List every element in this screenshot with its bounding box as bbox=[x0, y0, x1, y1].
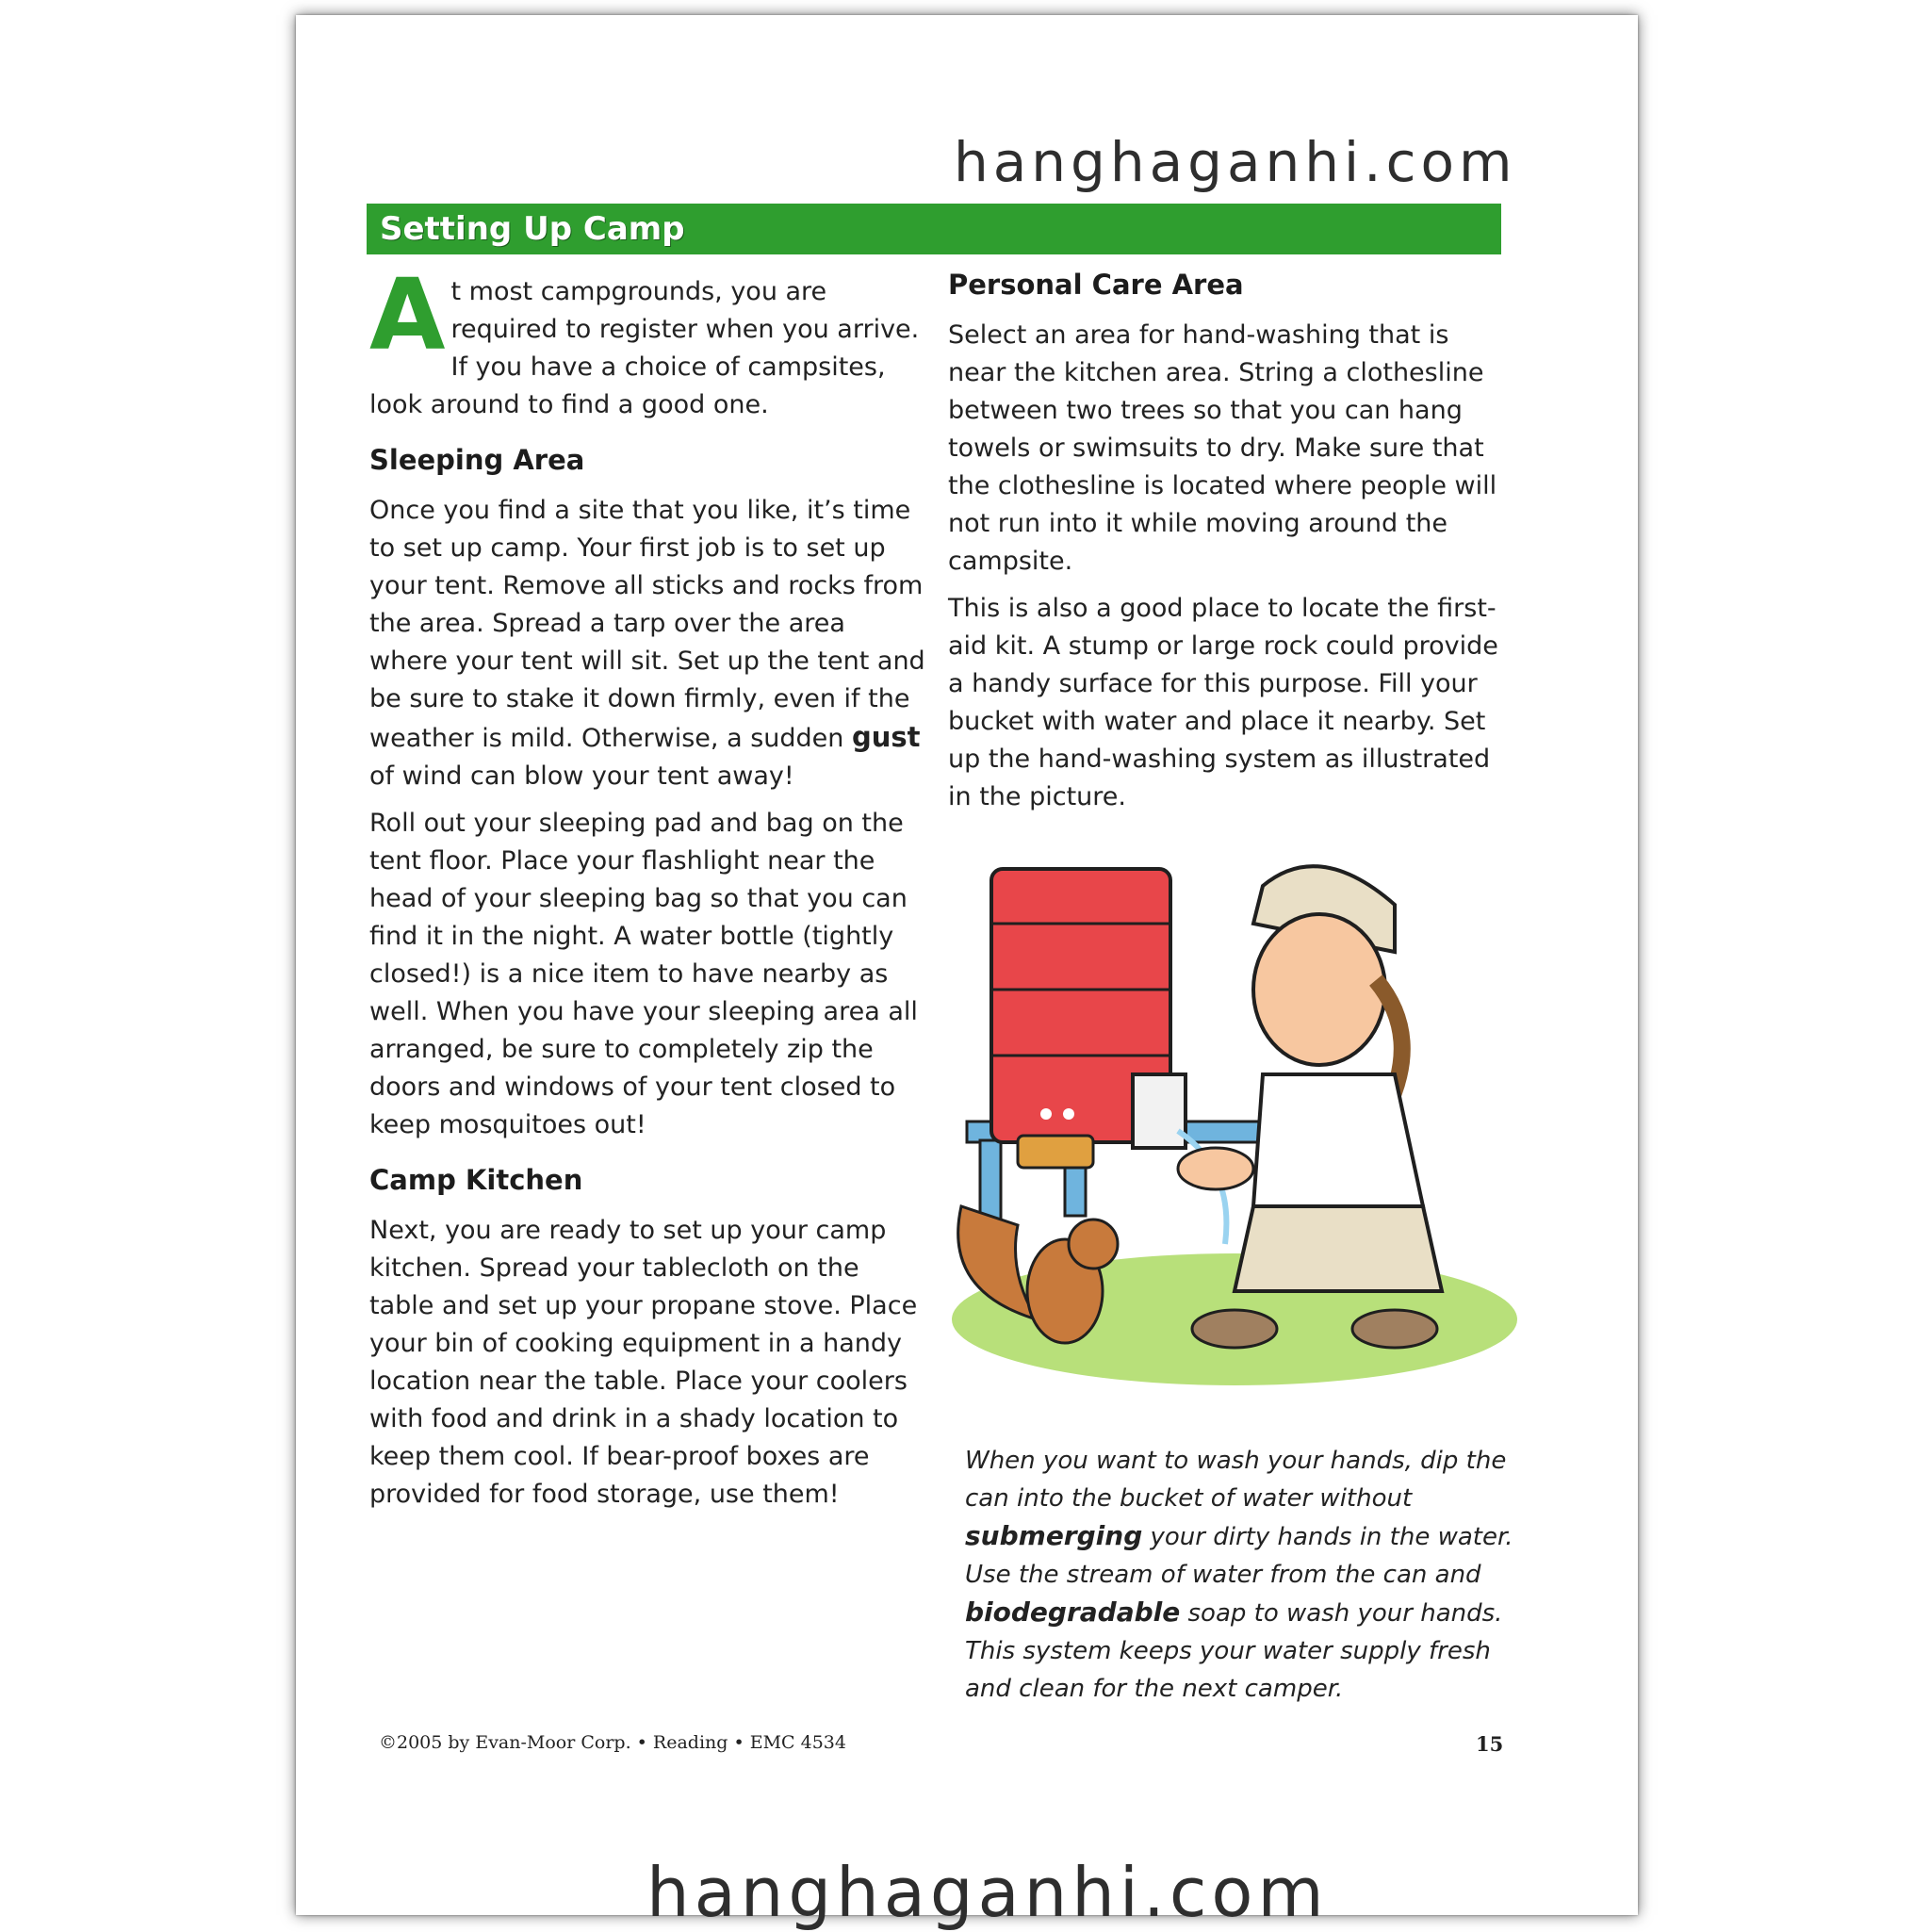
sleeping-heading: Sleeping Area bbox=[369, 444, 585, 476]
left-column bbox=[369, 257, 925, 1523]
caption-text-2: your dirty hands in the water. Use the stream of water from the can and bbox=[965, 1523, 1513, 1589]
kitchen-paragraph: Next, you are ready to set up your camp kitchen. Spread your tablecloth on the table and set up your propane stove. Place your bin of cooking equipment in a handy location near the table. Place your coolers with food and drink in a shady location to keep them cool. If bear-proof boxes are provided for food storage, use them! bbox=[369, 1216, 918, 1509]
vocab-word-biodegradable: biodegradable bbox=[965, 1596, 1181, 1628]
page-title: Setting Up Camp bbox=[367, 204, 1501, 254]
vocab-word-submerging: submerging bbox=[965, 1520, 1143, 1551]
sleeping-paragraph-2: Roll out your sleeping pad and bag on the tent floor. Place your flashlight near the head of your sleeping bag so that you can find it in the night. A water bottle (tightly closed!) is a nice item to have nearby as well. When you have your sleeping area all arranged, be sure to completely zip the doors and windows of your tent closed to keep mosquitoes out! bbox=[369, 809, 918, 1139]
caption-text-1: When you want to wash your hands, dip the can into the bucket of water without bbox=[965, 1447, 1507, 1513]
illustration-caption bbox=[965, 1442, 1527, 1708]
drop-cap: A bbox=[369, 257, 446, 372]
watermark-top: hanghaganhi.com bbox=[954, 130, 1517, 194]
handwashing-illustration bbox=[952, 848, 1532, 1414]
personal-paragraph-2: This is also a good place to locate the first-aid kit. A stump or large rock could provide a handy surface for this purpose. Fill your bucket with water and place it nearby. Set up the hand-washing system as illustrated in the picture. bbox=[948, 594, 1498, 811]
page-number: 15 bbox=[1476, 1732, 1504, 1756]
kitchen-heading: Camp Kitchen bbox=[369, 1164, 583, 1196]
caption-text-3: soap to wash your hands. This system keeps your water supply fresh and clean for the next camper. bbox=[965, 1599, 1503, 1703]
intro-text: t most campgrounds, you are required to register when you arrive. If you have a choice of campsites, look around to find a good one. bbox=[369, 277, 920, 419]
soap-bar bbox=[1018, 1136, 1093, 1168]
intro-paragraph bbox=[369, 257, 925, 424]
personal-care-heading: Personal Care Area bbox=[948, 269, 1244, 301]
copyright-footer: ©2005 by Evan-Moor Corp. • Reading • EMC 4534 bbox=[379, 1732, 846, 1753]
personal-paragraph-1: Select an area for hand-washing that is near the kitchen area. String a clothesline between two trees so that you can hang towels or swimsuits to dry. Make sure that the clothesline is located where people will not run into it while moving around the campsite. bbox=[948, 320, 1497, 576]
sleeping-p1-end: of wind can blow your tent away! bbox=[369, 761, 794, 791]
sleeping-paragraph-1 bbox=[369, 492, 925, 795]
vocab-word-gust: gust bbox=[851, 721, 921, 753]
right-column bbox=[948, 266, 1504, 826]
sleeping-p1-text: Once you find a site that you like, it’s time to set up camp. Your first job is to set up your tent. Remove all sticks and rocks from the area. Spread a tarp over the area where your tent will sit. Set up the tent and be sure to stake it down firmly, even if the weather is mild. Otherwise, a sudden bbox=[369, 496, 925, 753]
watermark-bottom: hanghaganhi.com bbox=[646, 1853, 1329, 1932]
